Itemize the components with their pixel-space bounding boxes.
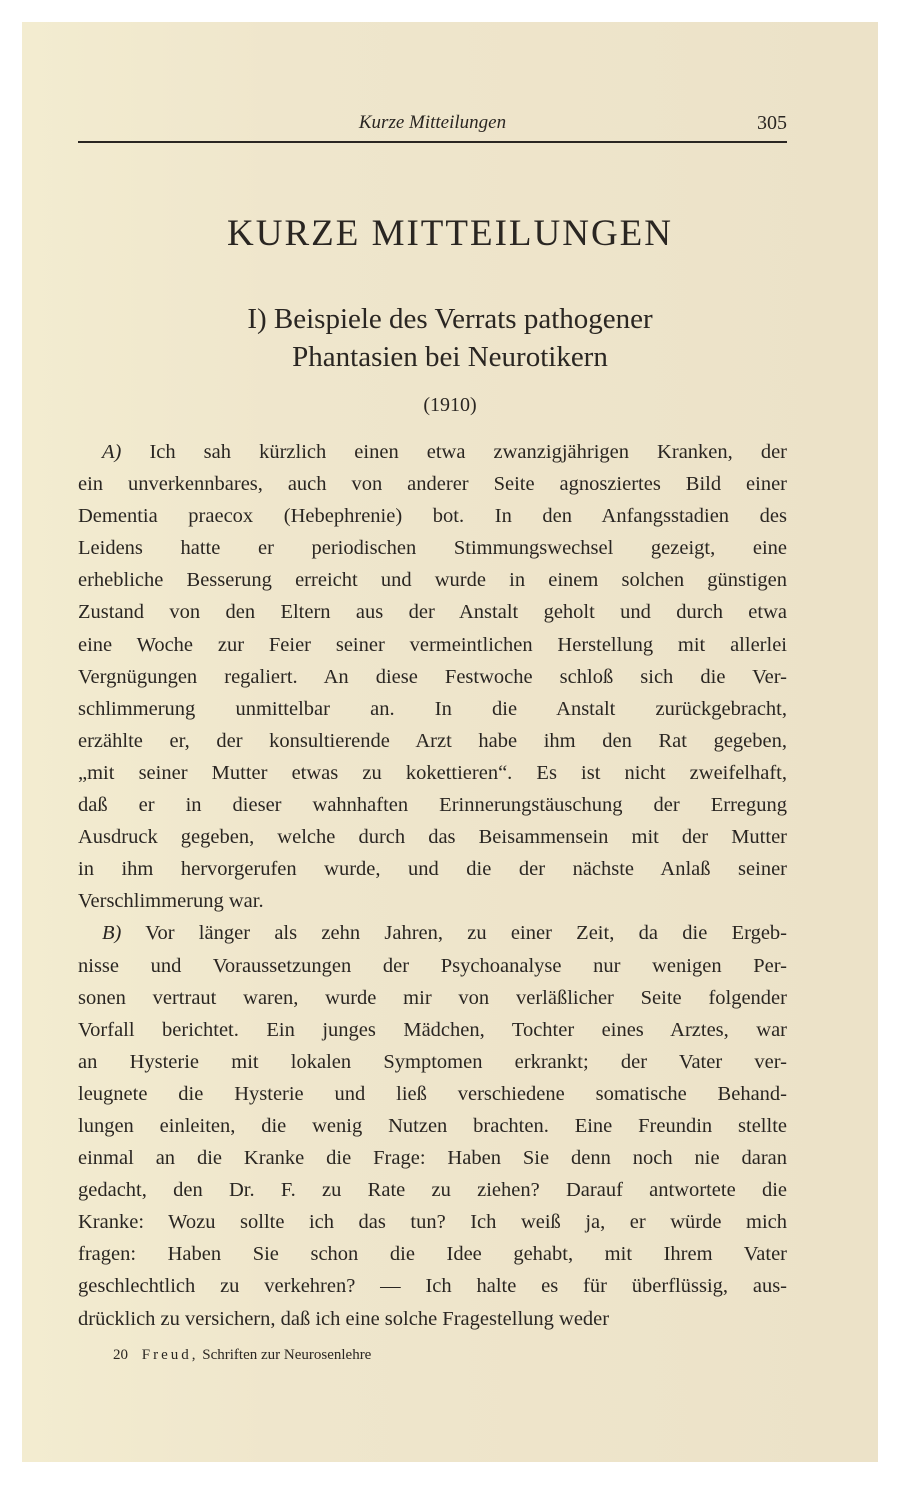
text-line xyxy=(78,468,787,500)
text-line xyxy=(78,1303,787,1335)
signature-number: 20 xyxy=(113,1347,128,1363)
text-line xyxy=(78,1046,787,1078)
text-line xyxy=(78,1078,787,1110)
line-text: geschlechtlich zu verkehren? — Ich halte es für überflüssig, aus- xyxy=(78,1275,787,1298)
line-text: „mit seiner Mutter etwas zu kokettieren“. Es ist nicht zweifelhaft, xyxy=(78,761,787,784)
text-line xyxy=(78,1014,787,1046)
line-text: erzählte er, der konsultierende Arzt habe ihm den Rat gegeben, xyxy=(78,729,787,752)
text-line xyxy=(78,661,787,693)
header-rule xyxy=(78,141,787,143)
line-text: Kranke: Wozu sollte ich das tun? Ich weiß ja, er würde mich xyxy=(78,1211,787,1234)
text-line xyxy=(78,1142,787,1174)
line-text: schlimmerung unmittelbar an. In die Anstalt zurückgebracht, xyxy=(78,697,787,720)
article-title-line: I) Beispiele des Verrats pathogener xyxy=(247,303,653,335)
text-line xyxy=(78,1110,787,1142)
text-line xyxy=(78,564,787,596)
line-text: an Hysterie mit lokalen Symptomen erkrankt; der Vater ver- xyxy=(78,1050,787,1073)
article-year: (1910) xyxy=(423,394,477,416)
page-number: 305 xyxy=(757,112,787,134)
line-text: fragen: Haben Sie schon die Idee gehabt, mit Ihrem Vater xyxy=(78,1243,787,1266)
text-line xyxy=(78,436,787,468)
footer-book: Schriften zur Neurosenlehre xyxy=(202,1347,372,1363)
paragraph-label: B) xyxy=(102,922,122,945)
text-line xyxy=(78,629,787,661)
line-text: Zustand von den Eltern aus der Anstalt geholt und durch etwa xyxy=(78,601,787,624)
text-line xyxy=(78,725,787,757)
article-title-line: Phantasien bei Neurotikern xyxy=(292,341,608,373)
text-line xyxy=(78,532,787,564)
line-text: Ausdruck gegeben, welche durch das Beisammensein mit der Mutter xyxy=(78,826,787,849)
line-text: Vorfall berichtet. Ein junges Mädchen, Tochter eines Arztes, war xyxy=(78,1018,787,1041)
text-line xyxy=(78,1206,787,1238)
line-text: eine Woche zur Feier seiner vermeintlichen Herstellung mit allerlei xyxy=(78,633,787,656)
line-text: in ihm hervorgerufen wurde, und die der nächste Anlaß seiner xyxy=(78,858,787,881)
line-text: gedacht, den Dr. F. zu Rate zu ziehen? Darauf antwortete die xyxy=(78,1179,787,1202)
line-text: Verschlimmerung war. xyxy=(78,890,264,913)
line-text: erhebliche Besserung erreicht und wurde in einem solchen günstigen xyxy=(78,569,787,592)
text-line xyxy=(78,1270,787,1302)
section-title: KURZE MITTEILUNGEN xyxy=(227,213,673,254)
text-line xyxy=(78,693,787,725)
text-line xyxy=(78,885,787,917)
line-text: Dementia praecox (Hebephrenie) bot. In den Anfangsstadien des xyxy=(78,505,787,528)
text-line xyxy=(78,500,787,532)
paragraph-label: A) xyxy=(102,441,122,463)
signature-footer xyxy=(113,1347,371,1364)
line-text: Ich sah kürzlich einen etwa zwanzigjährigen Kranken, der xyxy=(149,441,788,463)
line-text: leugnete die Hysterie und ließ verschiedene somatische Behand- xyxy=(78,1082,787,1105)
text-line xyxy=(78,853,787,885)
line-text: Vergnügungen regaliert. An diese Festwoche schloß sich die Ver- xyxy=(78,665,787,688)
text-line xyxy=(78,596,787,628)
body-text xyxy=(78,436,787,1335)
text-line xyxy=(78,821,787,853)
line-text: drücklich zu versichern, daß ich eine solche Fragestellung weder xyxy=(78,1307,610,1330)
line-text: lungen einleiten, die wenig Nutzen brachten. Eine Freundin stellte xyxy=(78,1114,787,1137)
text-line xyxy=(78,1238,787,1270)
line-text: einmal an die Kranke die Frage: Haben Sie denn noch nie daran xyxy=(78,1147,787,1170)
line-text: sonen vertraut waren, wurde mir von verläßlicher Seite folgender xyxy=(78,986,787,1009)
text-line xyxy=(78,982,787,1014)
line-text: Vor länger als zehn Jahren, zu einer Zeit, da die Ergeb- xyxy=(145,922,787,945)
line-text: ein unverkennbares, auch von anderer Seite agnosziertes Bild einer xyxy=(78,473,787,496)
text-line xyxy=(78,757,787,789)
article-title xyxy=(0,300,900,376)
text-line xyxy=(78,950,787,982)
text-line xyxy=(78,789,787,821)
running-title: Kurze Mitteilungen xyxy=(358,112,507,133)
line-text: daß er in dieser wahnhaften Erinnerungstäuschung der Erregung xyxy=(78,794,787,817)
running-header xyxy=(78,108,787,138)
line-text: nisse und Voraussetzungen der Psychoanalyse nur wenigen Per- xyxy=(78,954,787,977)
line-text: Leidens hatte er periodischen Stimmungswechsel gezeigt, eine xyxy=(78,537,787,560)
footer-author: Freud, xyxy=(141,1347,199,1363)
text-line xyxy=(78,917,787,949)
text-line xyxy=(78,1174,787,1206)
